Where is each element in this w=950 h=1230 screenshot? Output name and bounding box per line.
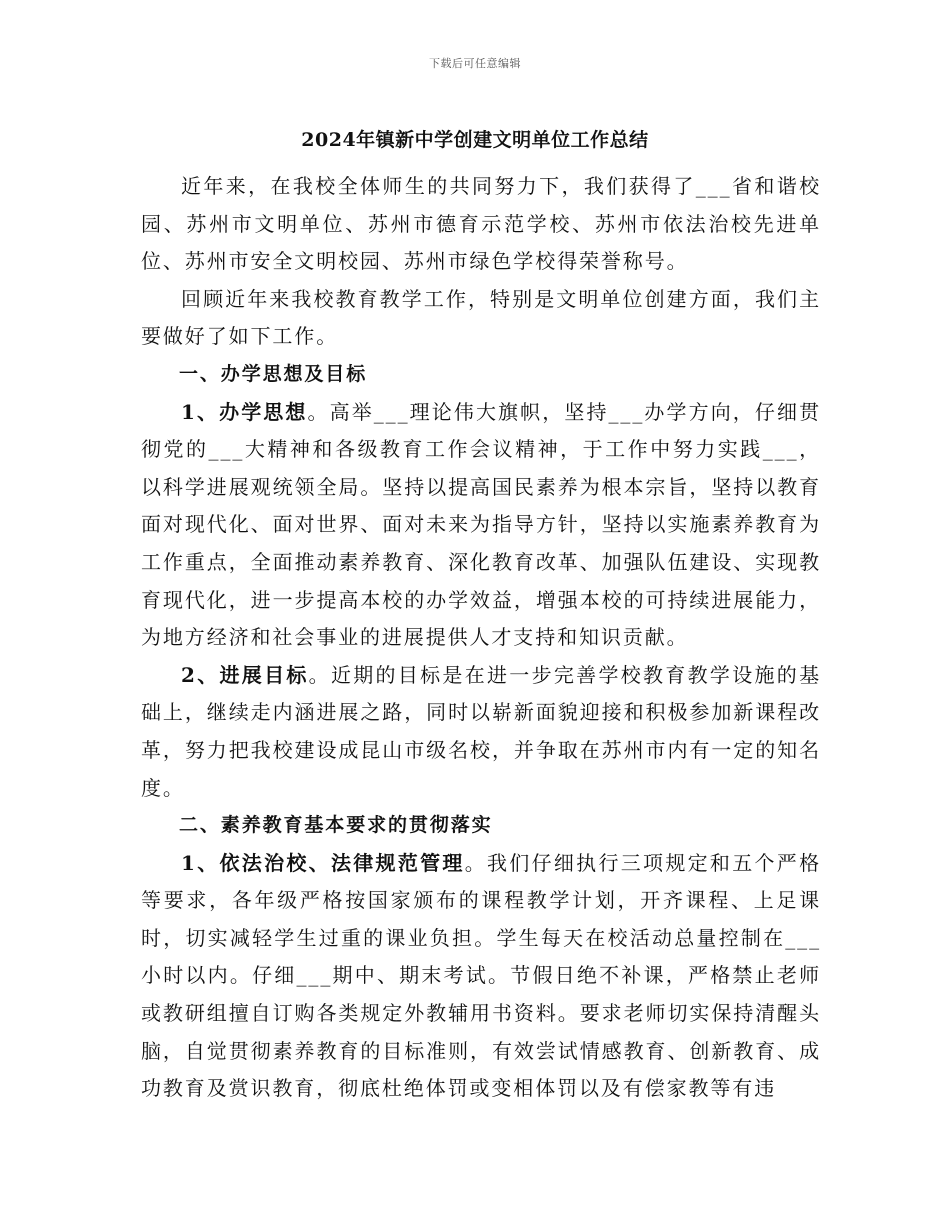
intro-paragraph-2: 回顾近年来我校教育教学工作，特别是文明单位创建方面，我们主要做好了如下工作。 <box>141 286 821 349</box>
section-1-item-2-lead: 2、进展目标 <box>181 662 309 687</box>
section-1-item-1-lead: 1、办学思想 <box>181 399 308 424</box>
document-body <box>141 168 821 1108</box>
section-2-item-1 <box>141 845 821 1108</box>
section-2-heading: 二、素养教育基本要求的贯彻落实 <box>179 814 493 837</box>
document-title: 2024年镇新中学创建文明单位工作总结 <box>301 129 649 151</box>
section-1-heading: 一、办学思想及目标 <box>179 362 368 385</box>
section-1-item-2-text: 。近期的目标是在进一步完善学校教育教学设施的基础上，继续走内涵进展之路，同时以崭新面貌迎接和积极参加新课程改革，努力把我校建设成昆山市级名校，并争取在苏州市内有一定的知名度。 <box>141 662 821 800</box>
header-note: 下载后可任意编辑 <box>429 57 521 70</box>
section-1-item-1 <box>141 394 821 657</box>
section-1-item-2 <box>141 657 821 807</box>
section-2-item-1-lead: 1、依法治校、法律规范管理 <box>181 850 465 875</box>
intro-paragraph-1: 近年来，在我校全体师生的共同努力下，我们获得了___省和谐校园、苏州市文明单位、苏州市德育示范学校、苏州市依法治校先进单位、苏州市安全文明校园、苏州市绿色学校得荣誉称号。 <box>141 174 821 274</box>
section-2-item-1-text: 。我们仔细执行三项规定和五个严格等要求，各年级严格按国家颁布的课程教学计划，开齐课程、上足课时，切实减轻学生过重的课业负担。学生每天在校活动总量控制在___小时以内。仔细___期中、期末考试。节假日绝不补课，严格禁止老师或教研组擅自订购各类规定外教辅用书资料。要求老师切实保持清醒头脑，自觉贯彻素养教育的目标准则，有效尝试情感教育、创新教育、成功教育及赏识教育，彻底杜绝体罚或变相体罚以及有偿家教等有违 <box>141 850 821 1101</box>
section-1-item-1-text: 。高举___理论伟大旗帜，坚持___办学方向，仔细贯彻党的___大精神和各级教育工作会议精神，于工作中努力实践___，以科学进展观统领全局。坚持以提高国民素养为根本宗旨，坚持以教育面对现代化、面对世界、面对未来为指导方针，坚持以实施素养教育为工作重点，全面推动素养教育、深化教育改革、加强队伍建设、实现教育现代化，进一步提高本校的办学效益，增强本校的可持续进展能力，为地方经济和社会事业的进展提供人才支持和知识贡献。 <box>141 399 821 650</box>
